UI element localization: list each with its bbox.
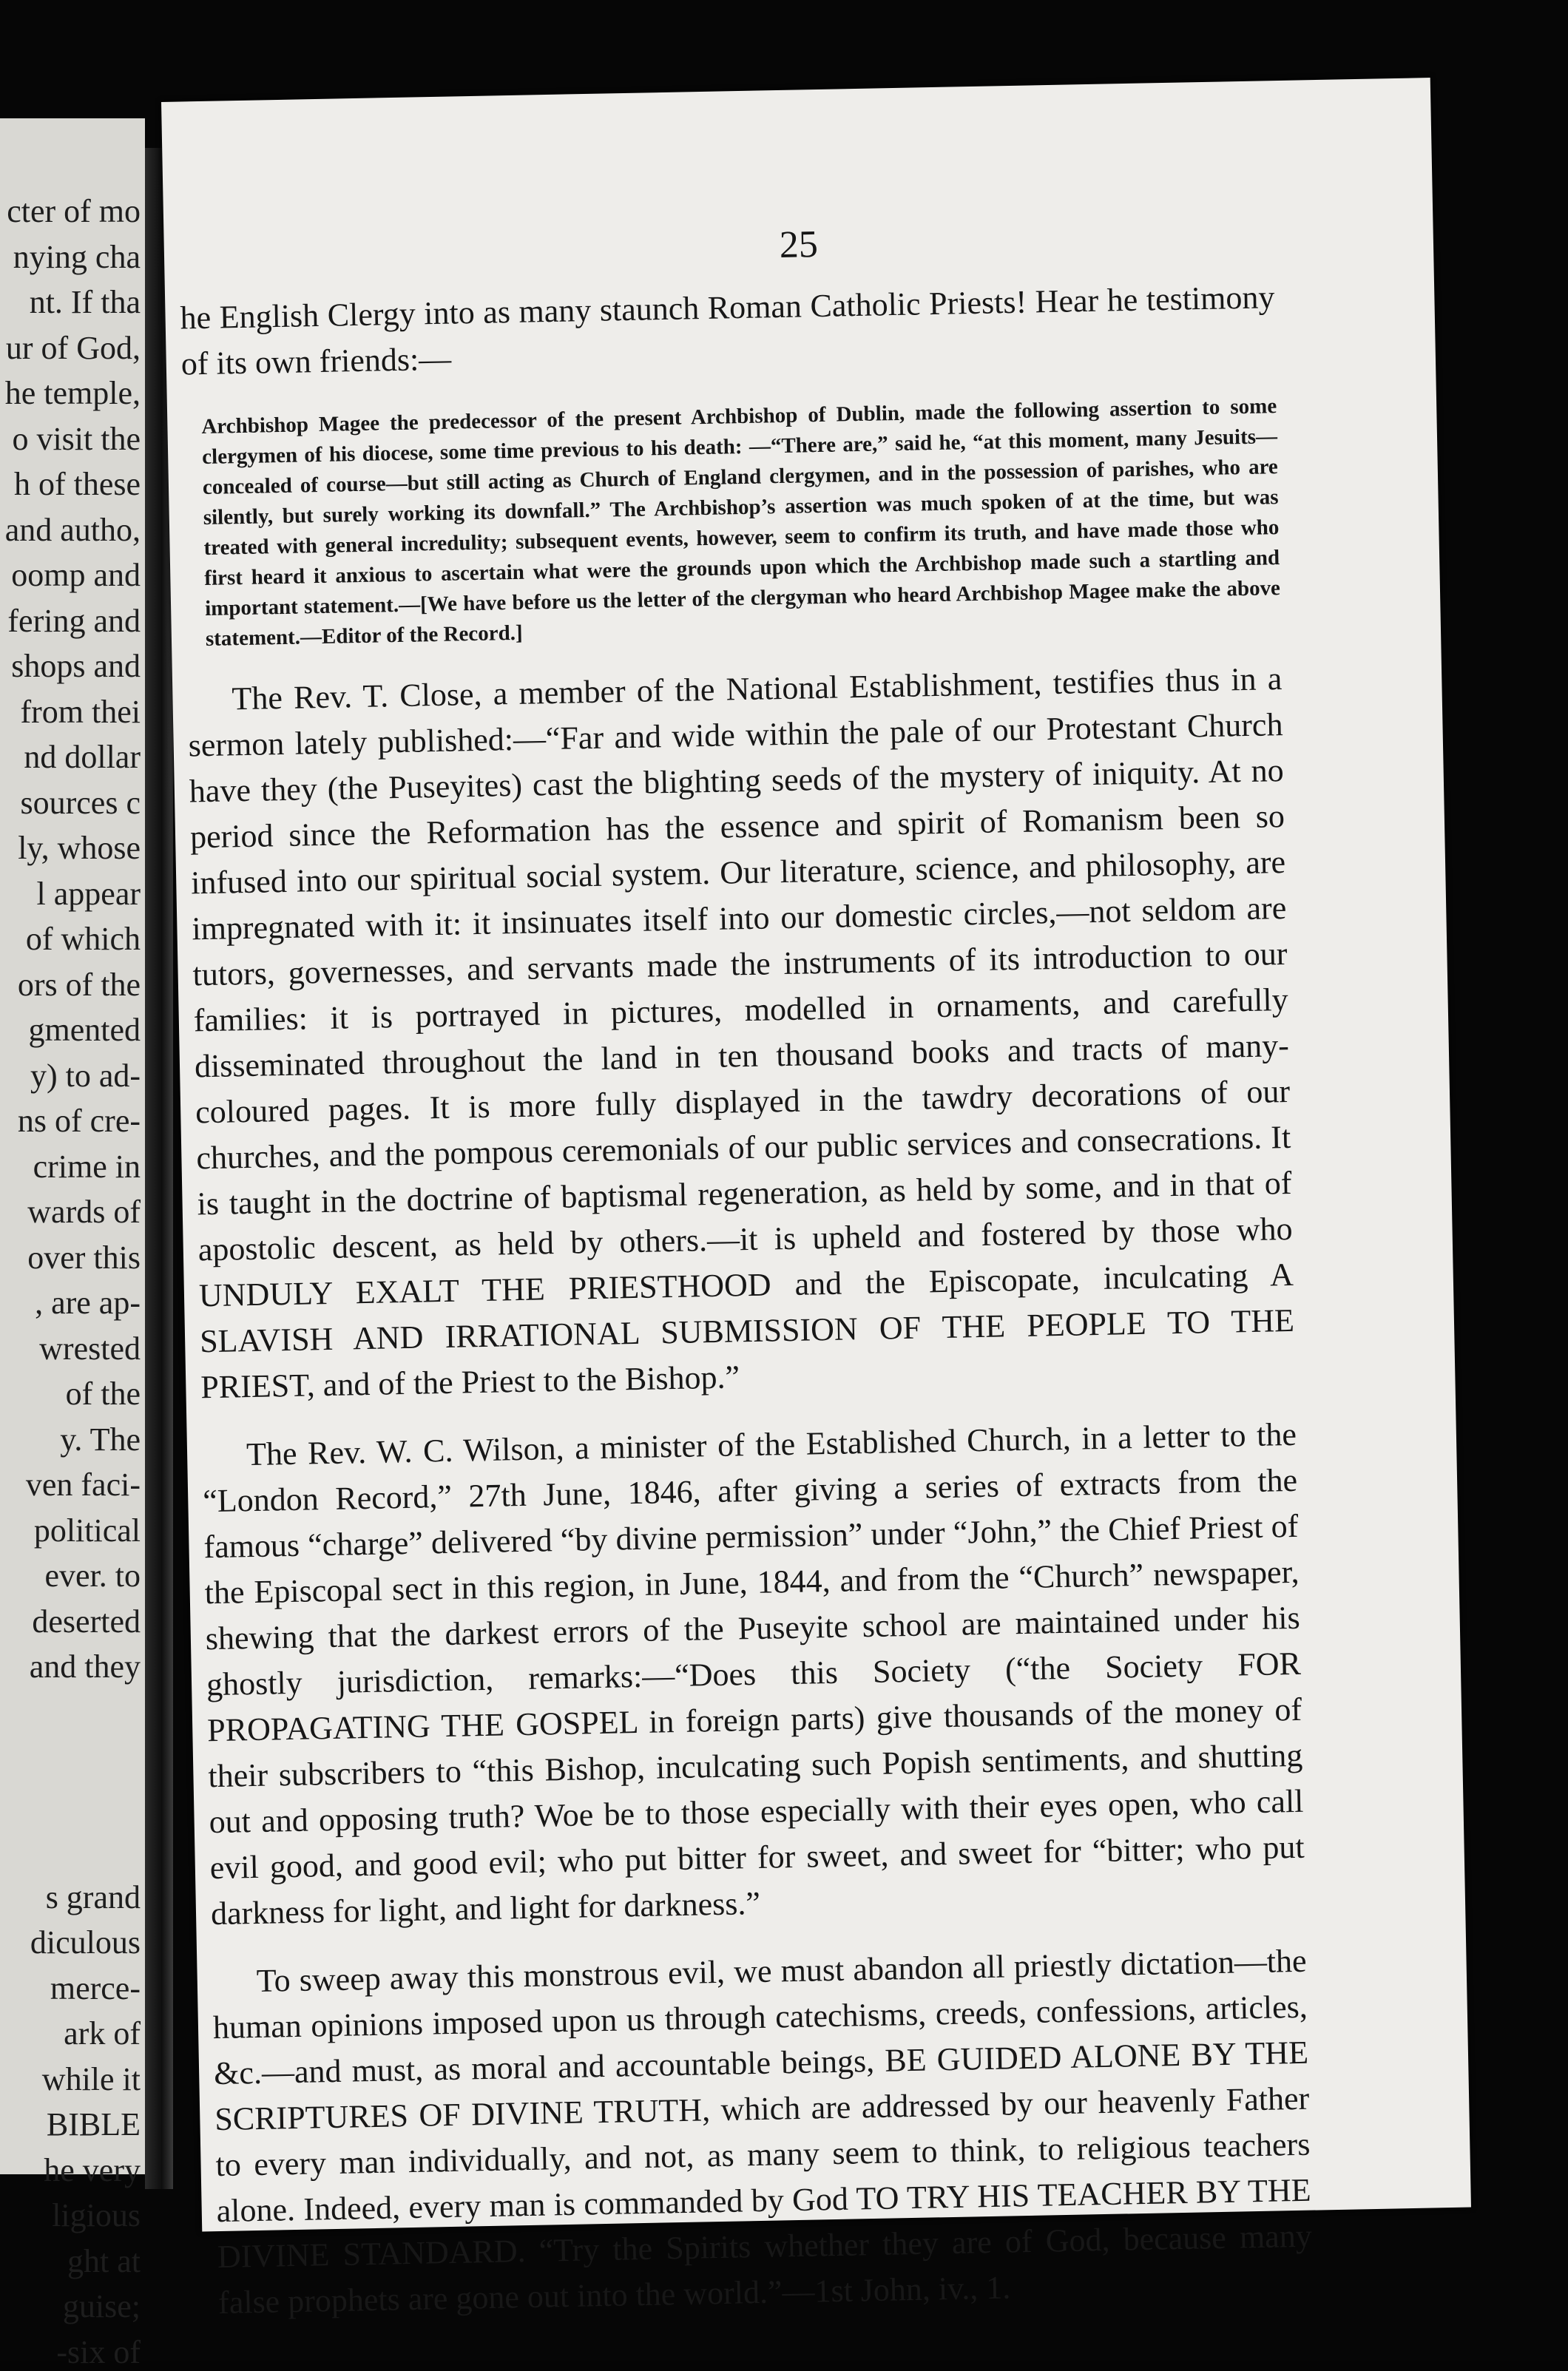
- left-page-line: and they: [29, 1648, 141, 1685]
- left-page-line: nd dollar: [24, 739, 141, 775]
- left-page-line: ven faci-: [25, 1467, 141, 1503]
- left-page-line: ark of: [64, 2015, 141, 2052]
- paragraph-wilson: The Rev. W. C. Wilson, a minister of the Established Church, in a letter to the “London Record,” 27th June, 1846, after giving a series of extracts from the famous “charge” delivered “by divine permission” under “John,” the Chief Priest of the Episcopal sect in this region, in June, 1844, and from the “Church” newspaper, shewing that the darkest errors of the Puseyite school are maintained under his ghostly jurisdiction, remarks:—“Does this Society (“the Society FOR PROPAGATING THE GOSPEL in foreign parts) give thousands of the money of their subscribers to “this Bishop, inculcating such Popish sentiments, and shutting out and opposing truth? Woe be to those especially with their eyes open, who call evil good, and good evil; who put bitter for sweet, and sweet for “bitter; who put darkness for light, and light for darkness.”: [202, 1416, 1305, 1932]
- left-page-line: of which: [25, 921, 141, 957]
- left-page-line: , are ap-: [35, 1285, 141, 1321]
- quoted-note: Archbishop Magee the predecessor of the present Archbishop of Dublin, made the following assertion to some clergymen of his diocese, some time previous to his death: —“There are,” said he, “at this moment, many Jesuits—concealed of course—but still acting as Church of England clergymen, and in the possession of parishes, who are silently, but surely working its downfall.” The Archbishop’s assertion was much spoken of at the time, but was treated with general incredulity; subsequent events, however, seem to confirm its truth, and have made those who first heard it anxious to ascertain what were the grounds upon which the Archbishop made such a startling and important statement.—[We have before us the letter of the clergyman who heard Archbishop Magee make the above statement.—Editor of the Record.]: [201, 394, 1281, 651]
- left-page-line: h of these: [13, 466, 141, 502]
- page-number: 25: [779, 223, 819, 266]
- left-page-line: crime in: [33, 1148, 141, 1185]
- left-page-line: l appear: [36, 875, 141, 912]
- left-page-line: over this: [27, 1239, 141, 1276]
- paragraph-conclusion: To sweep away this monstrous evil, we must abandon all priestly dictation—the human opinions imposed upon us through catechisms, creeds, confessions, articles, &c.—and must, as moral and accountable beings, BE GUIDED ALONE BY THE SCRIPTURES OF DIVINE TRUTH, which are addressed by our heavenly Father to every man individually, and not, as many seem to think, to religious teachers alone. Indeed, every man is commanded by God TO TRY HIS TEACHER BY THE DIVINE STANDARD. “Try the Spirits whether they are of God, because many false prophets are gone out into the world.”—1st John, iv., 1.: [212, 1942, 1313, 2321]
- left-page-line: gmented: [28, 1012, 141, 1048]
- left-page-line: sources c: [20, 784, 141, 821]
- left-page-line: deserted: [32, 1603, 141, 1640]
- left-page-line: wrested: [39, 1330, 141, 1367]
- left-page-line: ns of cre-: [17, 1103, 141, 1139]
- left-page-line: nying cha: [13, 238, 141, 275]
- left-page-line: fering and: [7, 602, 141, 639]
- paragraph-close: The Rev. T. Close, a member of the National Establishment, testifies thus in a sermon lately published:—“Far and wide within the pale of our Protestant Church have they (the Puseyites) cast the blighting seeds of the mystery of iniquity. At no period since the Reformation has the essence and spirit of Romanism been so infused into our spiritual social system. Our literature, science, and philosophy, are impregnated with it: it insinuates itself into our domestic circles,—not seldom are tutors, governesses, and servants made the instruments of its introduction to our families: it is portrayed in pictures, modelled in ornaments, and carefully disseminated throughout the land in ten thousand books and tracts of many-coloured pages. It is more fully displayed in the tawdry decorations of our churches, and the pompous ceremonials of our public services and consecrations. It is taught in the doctrine of baptismal regeneration, as held by some, and in that of apostolic descent, as held by others.—it is upheld and fostered by those who UNDULY EXALT THE PRIESTHOOD and the Episcopate, inculcating A SLAVISH AND IRRATIONAL SUBMISSION OF THE PEOPLE TO THE PRIEST, and of the Priest to the Bishop.”: [188, 660, 1295, 1406]
- left-page-line: cter of mo: [7, 193, 141, 229]
- left-page-line: wards of: [27, 1194, 141, 1230]
- left-page-line: ligious: [52, 2197, 141, 2233]
- left-page-line: nt. If tha: [29, 284, 141, 320]
- left-page-line: -six of: [56, 2333, 141, 2370]
- left-page-line: diculous: [30, 1924, 141, 1961]
- left-page-line: ly, whose: [18, 830, 141, 866]
- previous-page-edge: [0, 118, 145, 2370]
- page-body: [180, 274, 1313, 2326]
- left-page-line: y. The: [60, 1421, 141, 1458]
- left-page-line: he very: [44, 2151, 141, 2188]
- left-page-line: s grand: [45, 1878, 141, 1915]
- left-page-line: guise;: [62, 2288, 141, 2324]
- left-page-line: ur of God,: [5, 329, 141, 366]
- left-page-line: shops and: [11, 648, 141, 684]
- left-page-line: BIBLE: [46, 2106, 141, 2142]
- lead-text: he English Clergy into as many staunch Roman Catholic Priests! Hear he testimony of its own friends:—: [180, 279, 1275, 382]
- book-page: [161, 78, 1471, 2321]
- left-page-line: political: [33, 1512, 141, 1549]
- left-page-line: o visit the: [12, 420, 141, 457]
- left-page-line: of the: [65, 1376, 141, 1412]
- left-page-line: he temple,: [4, 375, 141, 411]
- left-page-line: ght at: [67, 2242, 141, 2279]
- left-page-line: from thei: [20, 693, 141, 730]
- left-page-line: oomp and: [11, 557, 141, 593]
- left-page-line: merce-: [50, 1969, 141, 2006]
- left-page-line: while it: [41, 2060, 141, 2097]
- left-page-line: ors of the: [17, 966, 141, 1003]
- left-page-line: ever. to: [44, 1557, 141, 1594]
- left-page-line: y) to ad-: [30, 1057, 141, 1094]
- left-page-line: and autho,: [4, 511, 141, 548]
